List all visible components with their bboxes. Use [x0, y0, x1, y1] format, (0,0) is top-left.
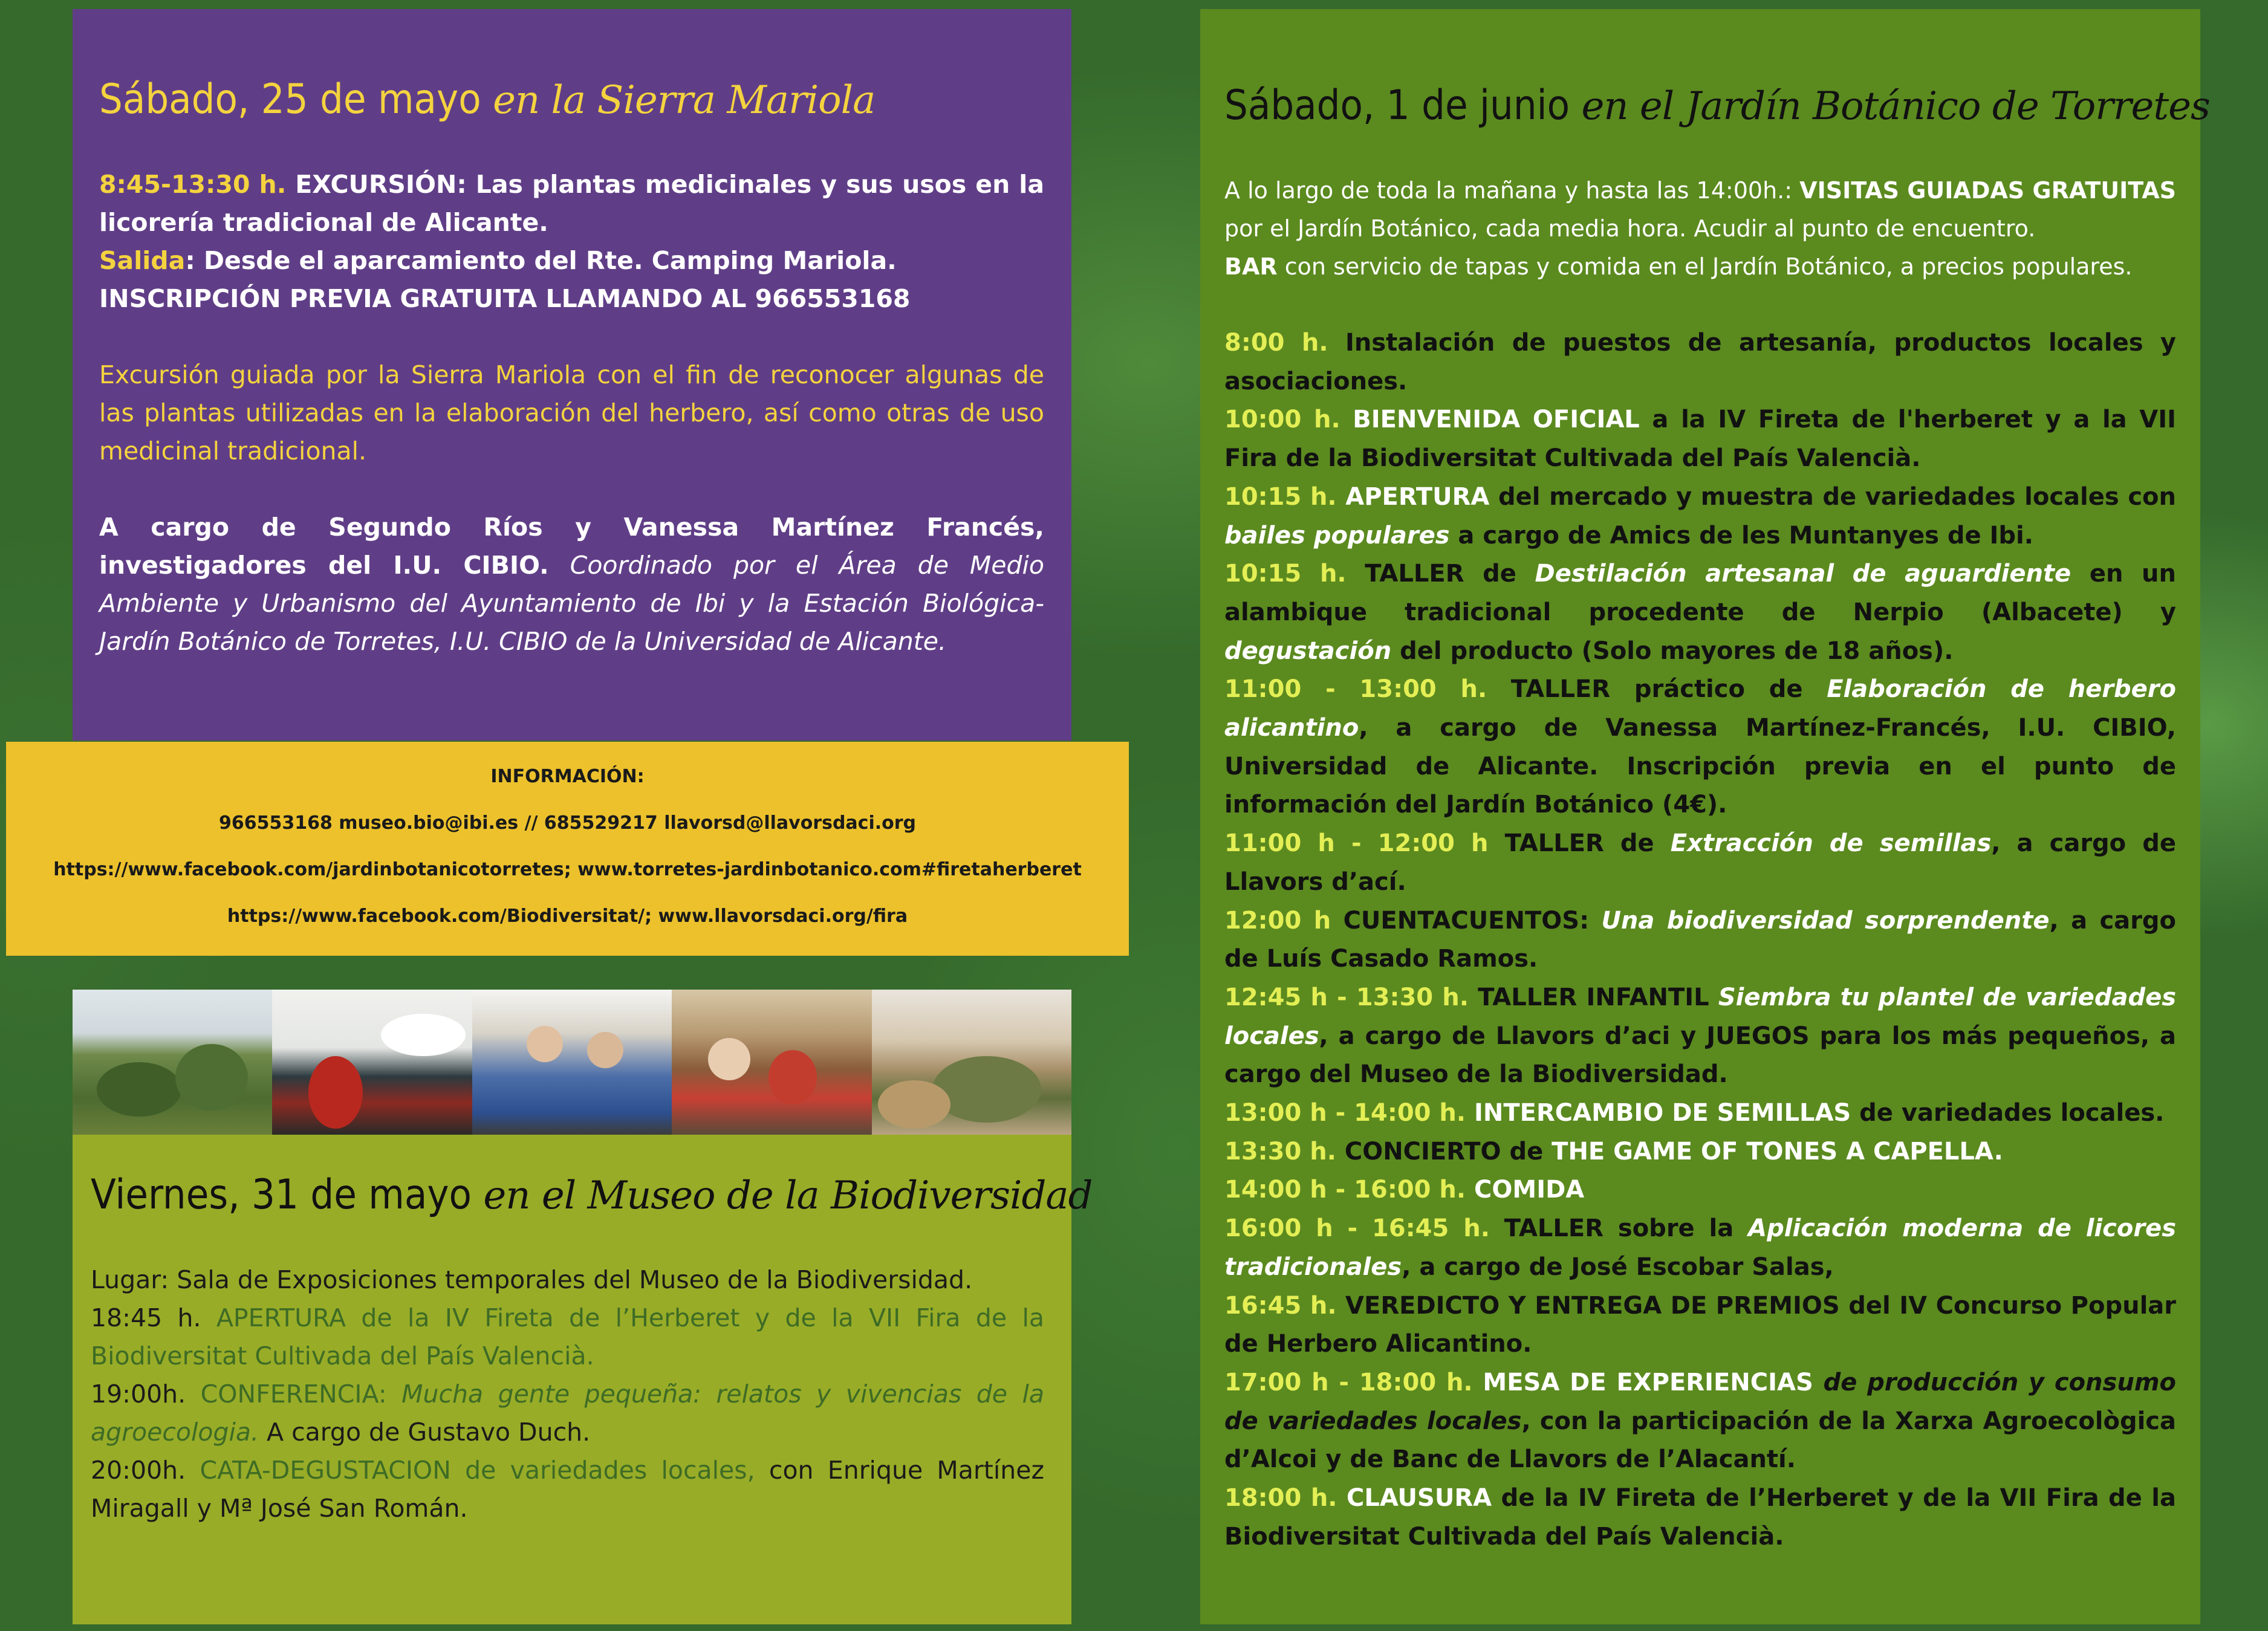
sat1-event-text: , a cargo de Vanessa Martínez-Francés, I.U. CIBIO, Universidad de Alicante. Inscripción previa en el punto de información del Jardín Botánico (4€).: [1224, 714, 2176, 819]
fri31-e1-time: 18:45 h.: [91, 1303, 201, 1332]
sat1-intro-a: A lo largo de toda la mañana y hasta las 14:00h.:: [1224, 177, 1800, 204]
fri31-e2-rest: A cargo de Gustavo Duch.: [259, 1418, 591, 1447]
sat1-event: [1224, 1133, 2176, 1172]
sat1-title-date: Sábado, 1 de junio: [1224, 82, 1570, 129]
sat25-salida-label: Salida: [99, 246, 186, 275]
herbs-basket-photo: [872, 990, 1071, 1135]
panel-sierra-mariola: [73, 9, 1071, 741]
sat1-event: [1224, 1479, 2176, 1556]
sat1-event: [1224, 478, 2176, 555]
hillside-photo: [73, 990, 272, 1135]
info-links-line-2: https://www.facebook.com/Biodiversitat/; www.llavorsdaci.org/fira: [227, 906, 908, 927]
sat1-event-text: CUENTACUENTOS:: [1331, 906, 1602, 935]
sat1-event-text: Aplicación moderna de licores tradicionales: [1224, 1214, 2176, 1281]
sat1-event-text: TALLER práctico de: [1487, 675, 1827, 704]
fri31-program: [91, 1261, 1044, 1528]
fair-tents-photo: [272, 990, 472, 1135]
sat1-event-text: CLAUSURA: [1337, 1484, 1492, 1513]
sat1-event-time: 11:00 h - 12:00 h: [1224, 829, 1489, 858]
photo-strip: [73, 990, 1071, 1135]
sat25-credit: [99, 508, 1044, 661]
sat1-event-text: , a cargo de José Escobar Salas,: [1402, 1253, 1834, 1281]
stall-photo: [472, 990, 672, 1135]
fri31-e2-time: 19:00h.: [91, 1380, 186, 1409]
sat1-title: [1224, 82, 2210, 129]
fri31-lugar: Lugar: Sala de Exposiciones temporales del Museo de la Biodiversidad.: [91, 1265, 973, 1294]
sat1-event-text: VEREDICTO Y ENTREGA DE PREMIOS del IV Concurso Popular de Herbero Alicantino.: [1224, 1291, 2176, 1358]
sat1-event-text: , a cargo de Llavors d’aci y JUEGOS para los más pequeños, a cargo del Museo de la Biodiversidad.: [1224, 1022, 2176, 1089]
sat25-inscripcion: INSCRIPCIÓN PREVIA GRATUITA LLAMANDO AL 966553168: [99, 284, 911, 313]
sat25-salida-text: : Desde el aparcamiento del Rte. Camping Mariola.: [185, 246, 897, 275]
sat1-event-text: Extracción de semillas: [1670, 829, 1992, 858]
panel-jardin-botanico: [1200, 9, 2210, 1624]
sat1-event-text: MESA DE EXPERIENCIAS: [1472, 1368, 1813, 1396]
sat1-event-time: 11:00 - 13:00 h.: [1224, 675, 1487, 704]
sat1-event: [1224, 902, 2176, 979]
sat1-event-time: 12:00 h: [1224, 906, 1331, 935]
sat1-event-text: Elaboración de herbero alicantino: [1224, 675, 2177, 742]
fri31-e2-title: Mucha gente pequeña: relatos y vivencias de la agroecologia.: [91, 1380, 1045, 1447]
sat1-event-time: 16:45 h.: [1224, 1291, 1337, 1320]
sat1-event-text: de variedades locales.: [1851, 1099, 2165, 1127]
sat1-event-text: INTERCAMBIO DE SEMILLAS: [1466, 1099, 1851, 1127]
sat1-event-list: [1224, 324, 2176, 1557]
sat1-event-text: Siembra tu plantel de variedades locales: [1224, 983, 2177, 1050]
sat1-event-text: TALLER sobre la: [1489, 1214, 1749, 1243]
sat1-event-time: 10:15 h.: [1224, 560, 1347, 588]
panel-informacion: [6, 742, 1129, 956]
sat1-event-text: en un alambique tradicional procedente de Nerpio (Albacete) y: [1224, 560, 2177, 626]
sat1-event-time: 13:00 h - 14:00 h.: [1224, 1099, 1466, 1127]
crowd-photo: [672, 990, 871, 1135]
sat1-event-text: , a cargo de Llavors d’ací.: [1224, 829, 2177, 896]
sat1-event-text: , a cargo de Luís Casado Ramos.: [1224, 906, 2176, 973]
info-heading: INFORMACIÓN:: [490, 766, 645, 787]
sat1-event: [1224, 1094, 2176, 1133]
sat1-event-text: Una biodiversidad sorprendente: [1601, 906, 2050, 935]
sat1-event-time: 14:00 h - 16:00 h.: [1224, 1176, 1466, 1204]
sat1-event-text: COMIDA: [1466, 1176, 1585, 1204]
sat1-event-text: a la IV Fireta de l'herberet y a la VII Fira de la Biodiversitat Cultivada del País Valencià.: [1224, 406, 2177, 473]
fri31-title: [91, 1171, 1093, 1219]
panel-museo-biodiversidad: [73, 1135, 1093, 1624]
fri31-e3-label: CATA-DEGUSTACION de variedades locales,: [186, 1456, 755, 1485]
sat1-event-text: Destilación artesanal de aguardiente: [1535, 560, 2071, 588]
sat1-event-time: 10:00 h.: [1224, 406, 1340, 434]
sat1-event-time: 8:00 h.: [1224, 329, 1328, 357]
sat1-event-text: TALLER de: [1346, 560, 1535, 588]
sat1-intro-b: VISITAS GUIADAS GRATUITAS: [1799, 177, 2176, 204]
sat1-event-text: APERTURA: [1336, 482, 1490, 511]
sat1-event-text: a cargo de Amics de les Muntanyes de Ibi.: [1449, 521, 2033, 550]
sat25-excursion: [99, 166, 1044, 318]
sat25-excursion-text: EXCURSIÓN: Las plantas medicinales y sus usos en la licorería tradicional de Alicante.: [99, 170, 1044, 237]
sat1-event-text: degustación: [1224, 637, 1392, 665]
sat1-intro-c: por el Jardín Botánico, cada media hora. Acudir al punto de encuentro.: [1224, 215, 2036, 242]
sat1-event: [1224, 1364, 2176, 1479]
sat1-event: [1224, 555, 2176, 670]
fri31-e2-label: CONFERENCIA:: [186, 1380, 402, 1409]
sat1-event-text: de producción y consumo de variedades locales: [1224, 1368, 2176, 1435]
sat1-event: [1224, 979, 2176, 1094]
info-contact-line: 966553168 museo.bio@ibi.es // 685529217 llavorsd@llavorsdaci.org: [218, 812, 917, 834]
sat1-event: [1224, 1171, 2176, 1210]
info-links-line-1: https://www.facebook.com/jardinbotanicotorretes; www.torretes-jardinbotanico.com#firetaherberet: [53, 859, 1082, 880]
sat1-event-time: 16:00 h - 16:45 h.: [1224, 1214, 1490, 1243]
sat1-event: [1224, 401, 2176, 478]
sat25-title: [99, 76, 1044, 123]
fri31-title-date: Viernes, 31 de mayo: [91, 1171, 472, 1219]
sat1-event: [1224, 1210, 2176, 1286]
sat1-event-text: BIENVENIDA OFICIAL: [1340, 406, 1640, 434]
sat25-excursion-time: 8:45-13:30 h.: [99, 170, 287, 199]
sat1-event: [1224, 670, 2176, 825]
sat1-intro-bar: BAR: [1224, 253, 1278, 280]
sat1-event-text: de la IV Fireta de l’Herberet y de la VII Fira de la Biodiversitat Cultivada del País Valencià.: [1224, 1484, 2177, 1551]
fri31-e3-rest: con Enrique Martínez Miragall y Mª José San Román.: [91, 1456, 1044, 1523]
sat1-event-text: CONCIERTO de: [1336, 1137, 1552, 1166]
sat1-event: [1224, 1287, 2176, 1364]
sat1-event-time: 12:45 h - 13:30 h.: [1224, 983, 1469, 1011]
sat1-event-time: 10:15 h.: [1224, 482, 1337, 511]
sat1-event-text: THE GAME OF TONES A CAPELLA.: [1552, 1137, 2003, 1166]
sat1-event-text: del mercado y muestra de variedades locales con: [1489, 482, 2176, 511]
sat1-event-time: 17:00 h - 18:00 h.: [1224, 1368, 1473, 1396]
sat1-event: [1224, 324, 2176, 401]
sat1-intro: [1224, 172, 2176, 286]
fri31-title-location: en el Museo de la Biodiversidad: [483, 1173, 1093, 1218]
sat1-event: [1224, 825, 2176, 901]
sat1-title-location: en el Jardín Botánico de Torretes: [1581, 84, 2210, 129]
fri31-e1-text: APERTURA de la IV Fireta de l’Herberet y de la VII Fira de la Biodiversitat Cultivada del País Valencià.: [91, 1303, 1044, 1370]
sat1-event-text: TALLER de: [1488, 829, 1671, 858]
sat1-event-time: 13:30 h.: [1224, 1137, 1336, 1166]
sat25-title-location: en la Sierra Mariola: [493, 78, 876, 123]
fri31-e3-time: 20:00h.: [91, 1456, 186, 1485]
sat1-event-text: Instalación de puestos de artesanía, productos locales y asociaciones.: [1224, 329, 2176, 395]
sat1-event-text: TALLER INFANTIL: [1468, 983, 1718, 1011]
sat1-intro-bar-rest: con servicio de tapas y comida en el Jardín Botánico, a precios populares.: [1277, 253, 2133, 280]
sat25-title-date: Sábado, 25 de mayo: [99, 76, 481, 123]
sat1-event-text: del producto (Solo mayores de 18 años).: [1391, 637, 1954, 665]
sat1-event-time: 18:00 h.: [1224, 1484, 1337, 1513]
sat25-credit-bold: A cargo de Segundo Ríos y Vanessa Martínez Francés, investigadores del I.U. CIBIO.: [99, 513, 1044, 580]
sat25-credit-italic: Coordinado por el Área de Medio Ambiente y Urbanismo del Ayuntamiento de Ibi y la Estación Biológica-Jardín Botánico de Torretes, I.U. CIBIO de la Universidad de Alicante.: [99, 551, 1045, 656]
sat1-event-text: bailes populares: [1224, 521, 1450, 550]
sat1-event-text: , con la participación de la Xarxa Agroecològica d’Alcoi y de Banc de Llavors de l’Alacantí.: [1224, 1407, 2177, 1474]
sat25-description: Excursión guiada por la Sierra Mariola con el fin de reconocer algunas de las plantas utilizadas en la elaboración del herbero, así como otras de uso medicinal tradicional.: [99, 360, 1044, 465]
